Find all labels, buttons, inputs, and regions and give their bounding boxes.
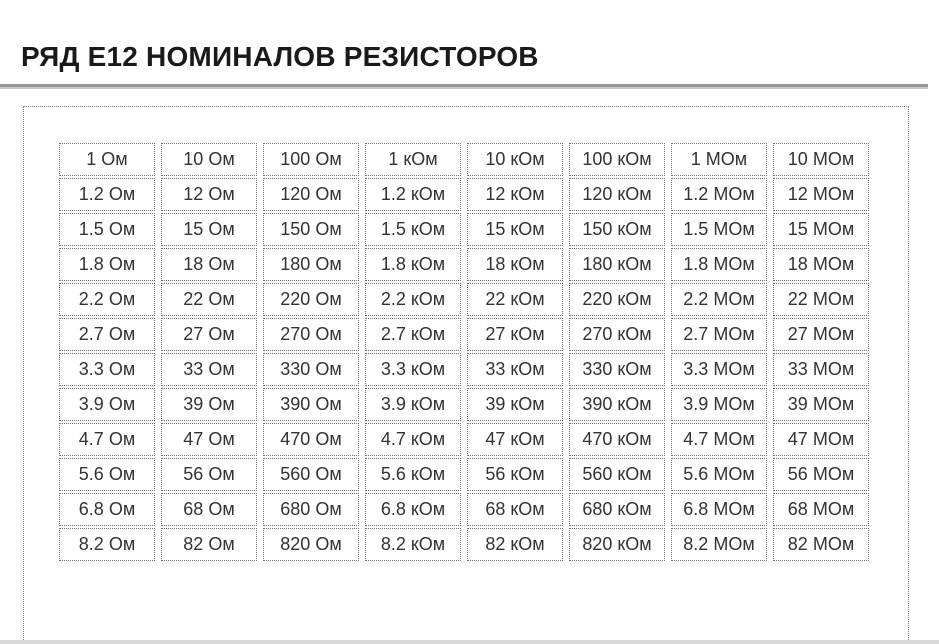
table-cell: 15 кОм	[467, 213, 563, 246]
table-cell: 47 МОм	[773, 423, 869, 456]
table-cell: 18 кОм	[467, 248, 563, 281]
table-cell: 330 Ом	[263, 353, 359, 386]
table-cell: 18 Ом	[161, 248, 257, 281]
table-cell: 5.6 кОм	[365, 458, 461, 491]
table-cell: 3.9 кОм	[365, 388, 461, 421]
table-cell: 33 МОм	[773, 353, 869, 386]
table-cell: 150 кОм	[569, 213, 665, 246]
table-cell: 330 кОм	[569, 353, 665, 386]
table-cell: 6.8 МОм	[671, 493, 767, 526]
table-cell: 68 кОм	[467, 493, 563, 526]
table-cell: 27 Ом	[161, 318, 257, 351]
title-divider	[0, 84, 928, 89]
table-cell: 2.2 МОм	[671, 283, 767, 316]
table-cell: 1.5 Ом	[59, 213, 155, 246]
table-cell: 2.2 Ом	[59, 283, 155, 316]
table-cell: 1 МОм	[671, 143, 767, 176]
table-cell: 2.7 кОм	[365, 318, 461, 351]
table-cell: 180 Ом	[263, 248, 359, 281]
table-cell: 120 Ом	[263, 178, 359, 211]
table-cell: 12 кОм	[467, 178, 563, 211]
table-cell: 4.7 Ом	[59, 423, 155, 456]
page-title: РЯД Е12 НОМИНАЛОВ РЕЗИСТОРОВ	[21, 41, 539, 72]
table-cell: 33 кОм	[467, 353, 563, 386]
table-cell: 68 Ом	[161, 493, 257, 526]
table-cell: 10 МОм	[773, 143, 869, 176]
table-cell: 4.7 МОм	[671, 423, 767, 456]
table-cell: 22 кОм	[467, 283, 563, 316]
table-cell: 1 кОм	[365, 143, 461, 176]
table-cell: 12 МОм	[773, 178, 869, 211]
table-cell: 3.3 Ом	[59, 353, 155, 386]
table-cell: 56 Ом	[161, 458, 257, 491]
table-cell: 270 Ом	[263, 318, 359, 351]
table-cell: 180 кОм	[569, 248, 665, 281]
table-cell: 1.5 кОм	[365, 213, 461, 246]
table-cell: 8.2 кОм	[365, 528, 461, 561]
table-cell: 820 кОм	[569, 528, 665, 561]
table-cell: 82 кОм	[467, 528, 563, 561]
table-cell: 560 Ом	[263, 458, 359, 491]
table-cell: 82 МОм	[773, 528, 869, 561]
table-cell: 5.6 МОм	[671, 458, 767, 491]
table-cell: 270 кОм	[569, 318, 665, 351]
table-cell: 6.8 Ом	[59, 493, 155, 526]
table-cell: 1.8 кОм	[365, 248, 461, 281]
table-cell: 39 МОм	[773, 388, 869, 421]
table-cell: 470 кОм	[569, 423, 665, 456]
table-cell: 6.8 кОм	[365, 493, 461, 526]
table-cell: 680 Ом	[263, 493, 359, 526]
table-cell: 47 кОм	[467, 423, 563, 456]
table-cell: 2.7 Ом	[59, 318, 155, 351]
table-cell: 39 Ом	[161, 388, 257, 421]
table-cell: 1 Ом	[59, 143, 155, 176]
table-cell: 560 кОм	[569, 458, 665, 491]
table-cell: 220 Ом	[263, 283, 359, 316]
table-cell: 820 Ом	[263, 528, 359, 561]
table-cell: 1.2 кОм	[365, 178, 461, 211]
table-cell: 18 МОм	[773, 248, 869, 281]
table-cell: 22 МОм	[773, 283, 869, 316]
table-cell: 1.8 Ом	[59, 248, 155, 281]
table-cell: 220 кОм	[569, 283, 665, 316]
table-cell: 150 Ом	[263, 213, 359, 246]
table-cell: 120 кОм	[569, 178, 665, 211]
table-cell: 1.2 МОм	[671, 178, 767, 211]
table-cell: 10 кОм	[467, 143, 563, 176]
bottom-edge-bar	[0, 640, 939, 644]
table-cell: 33 Ом	[161, 353, 257, 386]
table-cell: 68 МОм	[773, 493, 869, 526]
table-cell: 2.7 МОм	[671, 318, 767, 351]
table-cell: 15 МОм	[773, 213, 869, 246]
table-cell: 100 кОм	[569, 143, 665, 176]
table-cell: 22 Ом	[161, 283, 257, 316]
table-cell: 8.2 Ом	[59, 528, 155, 561]
table-cell: 1.2 Ом	[59, 178, 155, 211]
table-cell: 39 кОм	[467, 388, 563, 421]
table-cell: 8.2 МОм	[671, 528, 767, 561]
table-cell: 2.2 кОм	[365, 283, 461, 316]
table-cell: 3.9 МОм	[671, 388, 767, 421]
table-cell: 56 кОм	[467, 458, 563, 491]
table-cell: 3.3 МОм	[671, 353, 767, 386]
table-cell: 27 МОм	[773, 318, 869, 351]
table-cell: 15 Ом	[161, 213, 257, 246]
table-cell: 390 Ом	[263, 388, 359, 421]
table-cell: 56 МОм	[773, 458, 869, 491]
table-cell: 12 Ом	[161, 178, 257, 211]
table-cell: 4.7 кОм	[365, 423, 461, 456]
table-cell: 1.5 МОм	[671, 213, 767, 246]
table-cell: 100 Ом	[263, 143, 359, 176]
table-cell: 680 кОм	[569, 493, 665, 526]
table-cell: 1.8 МОм	[671, 248, 767, 281]
resistor-table	[59, 143, 869, 561]
table-cell: 47 Ом	[161, 423, 257, 456]
table-cell: 5.6 Ом	[59, 458, 155, 491]
table-cell: 82 Ом	[161, 528, 257, 561]
table-cell: 3.3 кОм	[365, 353, 461, 386]
table-cell: 470 Ом	[263, 423, 359, 456]
table-cell: 27 кОм	[467, 318, 563, 351]
table-cell: 390 кОм	[569, 388, 665, 421]
table-cell: 3.9 Ом	[59, 388, 155, 421]
table-cell: 10 Ом	[161, 143, 257, 176]
